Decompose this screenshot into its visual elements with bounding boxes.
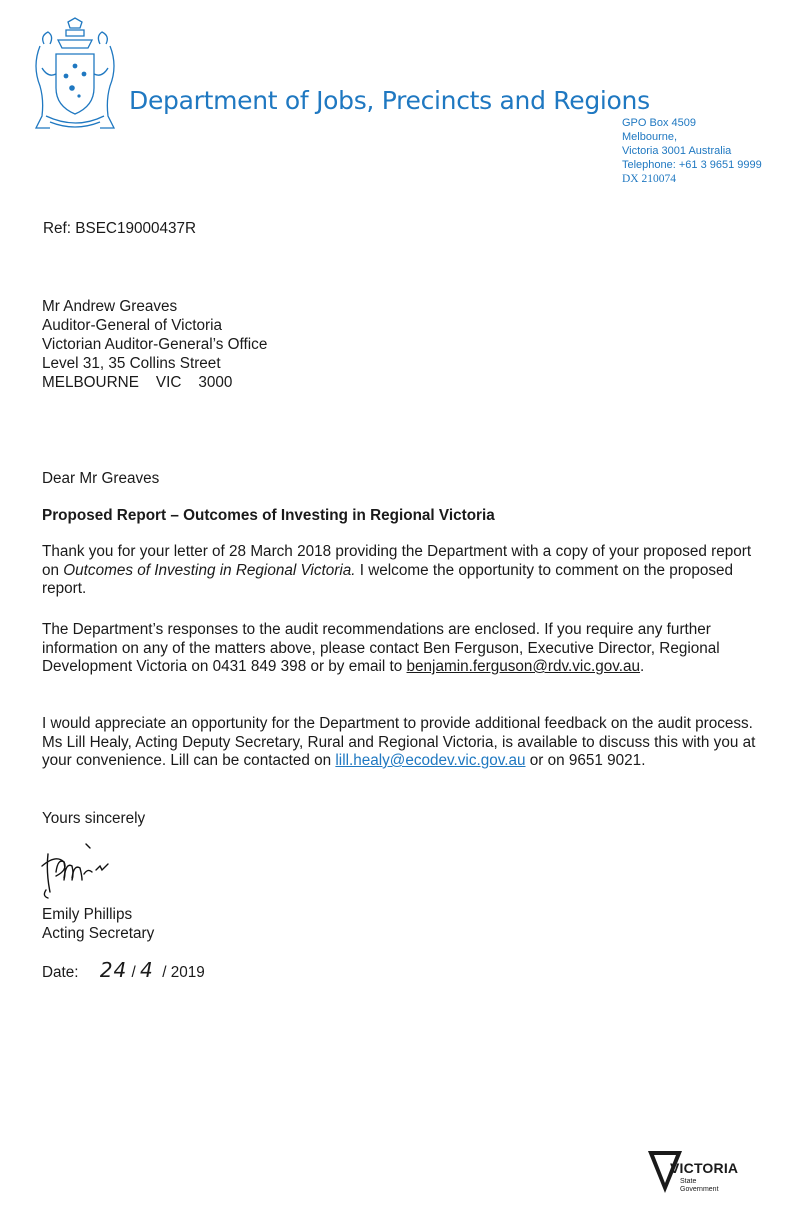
state-label: State [680, 1178, 697, 1185]
recipient-address [42, 297, 762, 392]
victoria-wordmark: VICTORIA [670, 1160, 739, 1176]
signatory-title: Acting Secretary [42, 925, 155, 942]
recipient-office: Victorian Auditor-General’s Office [42, 336, 268, 353]
date-day: 24 [99, 958, 128, 982]
contact-dx: DX 210074 [622, 173, 676, 185]
recipient-title: Auditor-General of Victoria [42, 317, 222, 334]
contact-city: Melbourne, [622, 131, 678, 143]
signatory-name: Emily Phillips [42, 906, 133, 923]
closing: Yours sincerely [42, 810, 146, 827]
recipient-street: Level 31, 35 Collins Street [42, 355, 221, 372]
ferguson-email-link[interactable]: benjamin.ferguson@rdv.vic.gov.au [406, 658, 641, 675]
paragraph-2-text: The Department’s responses to the audit recommendations are enclosed. If you require any further information on any of the matters above, please contact Ben Ferguson, Executive Director, Regional Development Victoria on 0431 849 398 or by email to [42, 621, 720, 675]
victoria-coat-of-arms-icon [30, 16, 120, 134]
department-name: Department of Jobs, Precincts and Regions [129, 86, 650, 115]
salutation: Dear Mr Greaves [42, 470, 160, 487]
contact-details [622, 116, 762, 186]
date-label: Date: [42, 964, 79, 981]
date-line [42, 958, 762, 982]
contact-telephone: Telephone: +61 3 9651 9999 [622, 159, 762, 171]
paragraph-3 [42, 715, 762, 771]
paragraph-1-text: Thank you for your letter of 28 March 2018 providing the Department with a copy of your proposed report on [42, 543, 752, 579]
healy-email-link[interactable]: lill.healy@ecodev.vic.gov.au [335, 752, 526, 769]
paragraph-3-text: I would appreciate an opportunity for the Department to provide additional feedback on the audit process. Ms Lill Healy, Acting Deputy Secretary, Rural and Regional Victoria, is available to discuss this with you at your convenience. Lill can be contacted on [42, 715, 756, 769]
date-month: 4 [140, 958, 154, 982]
report-title: Outcomes of Investing in Regional Victoria. [63, 561, 356, 579]
date-separator: / [162, 964, 167, 981]
paragraph-2 [42, 621, 762, 677]
state-government-label [680, 1178, 719, 1193]
recipient-name: Mr Andrew Greaves [42, 298, 178, 315]
date-separator: / [131, 964, 136, 981]
paragraph-2-end: . [640, 658, 645, 675]
date-year: 2019 [170, 964, 205, 981]
recipient-city: MELBOURNE VIC 3000 [42, 374, 233, 391]
handwritten-signature-icon [38, 838, 118, 900]
subject-line: Proposed Report – Outcomes of Investing in Regional Victoria [42, 507, 495, 524]
contact-state: Victoria 3001 Australia [622, 145, 732, 157]
government-label: Government [680, 1185, 719, 1193]
paragraph-1 [42, 543, 762, 599]
paragraph-3-end: or on 9651 9021. [525, 752, 646, 769]
reference-number: Ref: BSEC19000437R [43, 220, 197, 237]
paragraph-1-end: I welcome the opportunity to comment on the proposed report. [42, 561, 734, 597]
contact-po-box: GPO Box 4509 [622, 117, 696, 129]
